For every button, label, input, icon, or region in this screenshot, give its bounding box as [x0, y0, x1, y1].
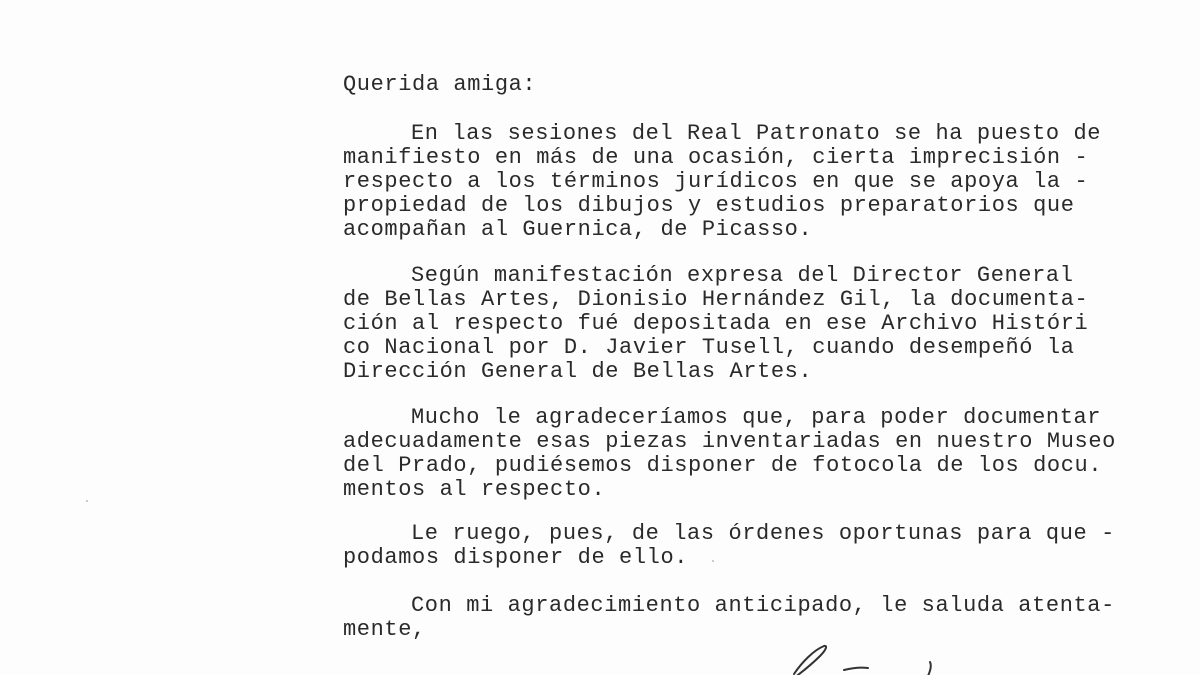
paragraph-4-line-1: Le ruego, pues, de las órdenes oportunas para que - [411, 521, 1115, 546]
paragraph-1-line-5: acompañan al Guernica, de Picasso. [343, 217, 813, 242]
paragraph-1-line-3: respecto a los términos jurídicos en que se apoya la - [343, 169, 1089, 194]
paragraph-3-line-3: del Prado, pudiésemos disponer de fotocola de los docu. [343, 453, 1103, 478]
paragraph-2-line-1: Según manifestación expresa del Director General [411, 263, 1074, 288]
paragraph-4-line-2: podamos disponer de ello. [343, 545, 689, 570]
paragraph-3-line-4: mentos al respecto. [343, 477, 606, 502]
scan-speck [86, 500, 88, 502]
paragraph-1-line-4: propiedad de los dibujos y estudios preparatorios que [343, 193, 1075, 218]
paragraph-2-line-4: co Nacional por D. Javier Tusell, cuando desempeñó la [343, 335, 1075, 360]
handwritten-signature-icon [780, 640, 980, 675]
paragraph-2-line-5: Dirección General de Bellas Artes. [343, 359, 813, 384]
paragraph-5-line-1: Con mi agradecimiento anticipado, le saluda atenta- [411, 593, 1115, 618]
paragraph-1-line-1: En las sesiones del Real Patronato se ha puesto de [411, 121, 1102, 146]
paragraph-5-line-2: mente, [343, 617, 426, 642]
paragraph-3-line-2: adecuadamente esas piezas inventariadas en nuestro Museo [343, 429, 1116, 454]
paragraph-2-line-3: ción al respecto fué depositada en ese Archivo Históri [343, 311, 1089, 336]
paragraph-1-line-2: manifiesto en más de una ocasión, cierta imprecisión - [343, 145, 1089, 170]
scan-speck [712, 560, 714, 562]
paragraph-3-line-1: Mucho le agradeceríamos que, para poder documentar [411, 405, 1102, 430]
paragraph-2-line-2: de Bellas Artes, Dionisio Hernández Gil, la documenta- [343, 287, 1089, 312]
salutation: Querida amiga: [343, 72, 537, 97]
